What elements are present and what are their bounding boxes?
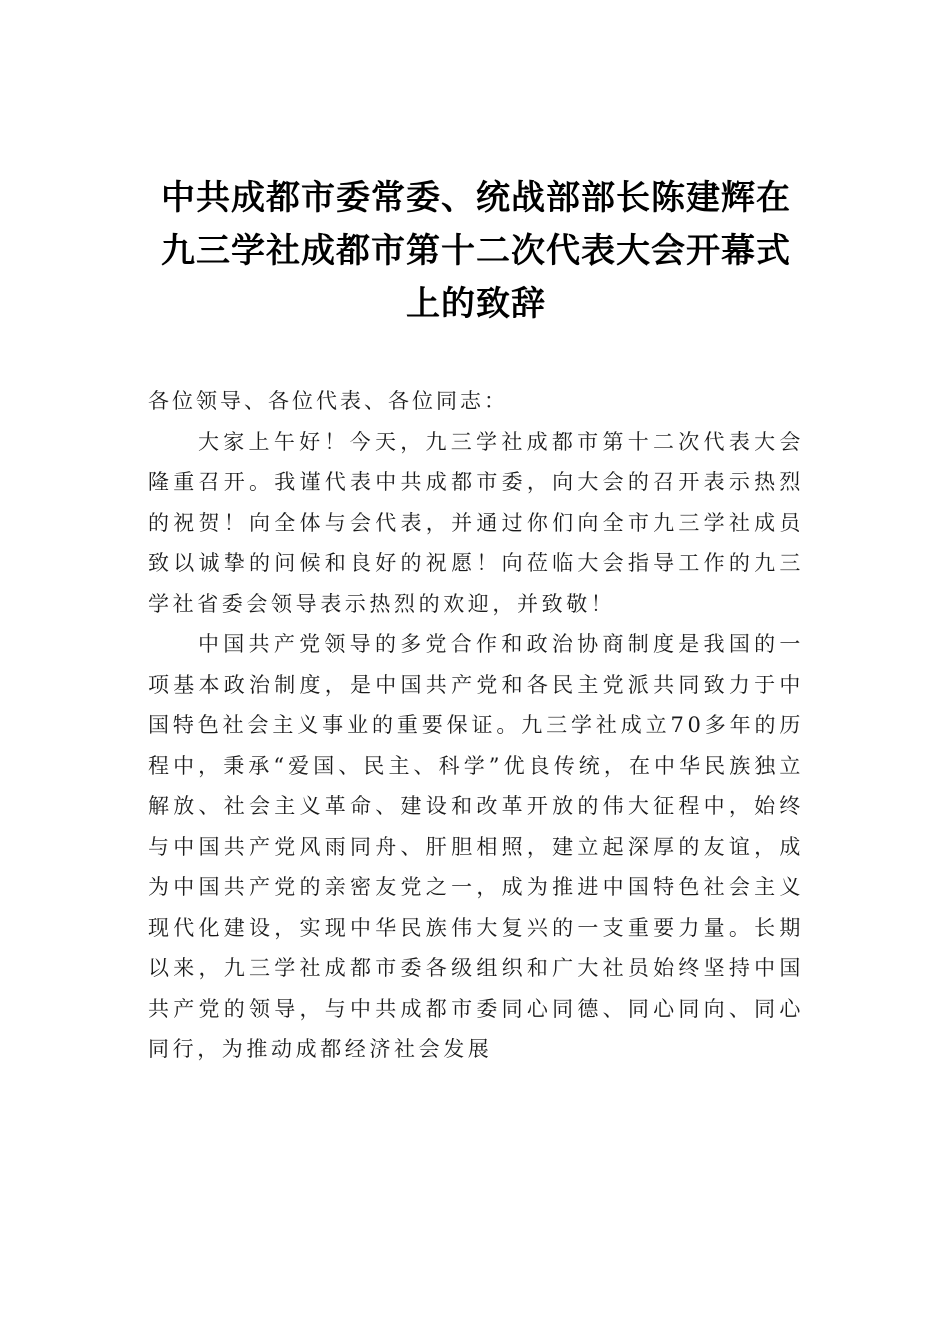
document-body [148, 381, 804, 1070]
paragraph-greeting: 大家上午好！今天，九三学社成都市第十二次代表大会隆重召开。我谨代表中共成都市委，向大会的召开表示热烈的祝贺！向全体与会代表，并通过你们向全市九三学社成员致以诚挚的问候和良好的祝愿！向莅临大会指导工作的九三学社省委会领导表示热烈的欢迎，并致敬！ [148, 429, 804, 616]
paragraph-cooperation-system: 中国共产党领导的多党合作和政治协商制度是我国的一项基本政治制度，是中国共产党和各民主党派共同致力于中国特色社会主义事业的重要保证。九三学社成立70多年的历程中，秉承“爱国、民主、科学”优良传统，在中华民族独立解放、社会主义革命、建设和改革开放的伟大征程中，始终与中国共产党风雨同舟、肝胆相照，建立起深厚的友谊，成为中国共产党的亲密友党之一，成为推进中国特色社会主义现代化建设，实现中华民族伟大复兴的一支重要力量。长期以来，九三学社成都市委各级组织和广大社员始终坚持中国共产党的领导，与中共成都市委同心同德、同心同向、同心同行，为推动成都经济社会发展 [148, 632, 804, 1061]
document-title: 中共成都市委常委、统战部部长陈建辉在九三学社成都市第十二次代表大会开幕式上的致辞 [161, 178, 791, 324]
salutation: 各位领导、各位代表、各位同志： [148, 389, 508, 413]
